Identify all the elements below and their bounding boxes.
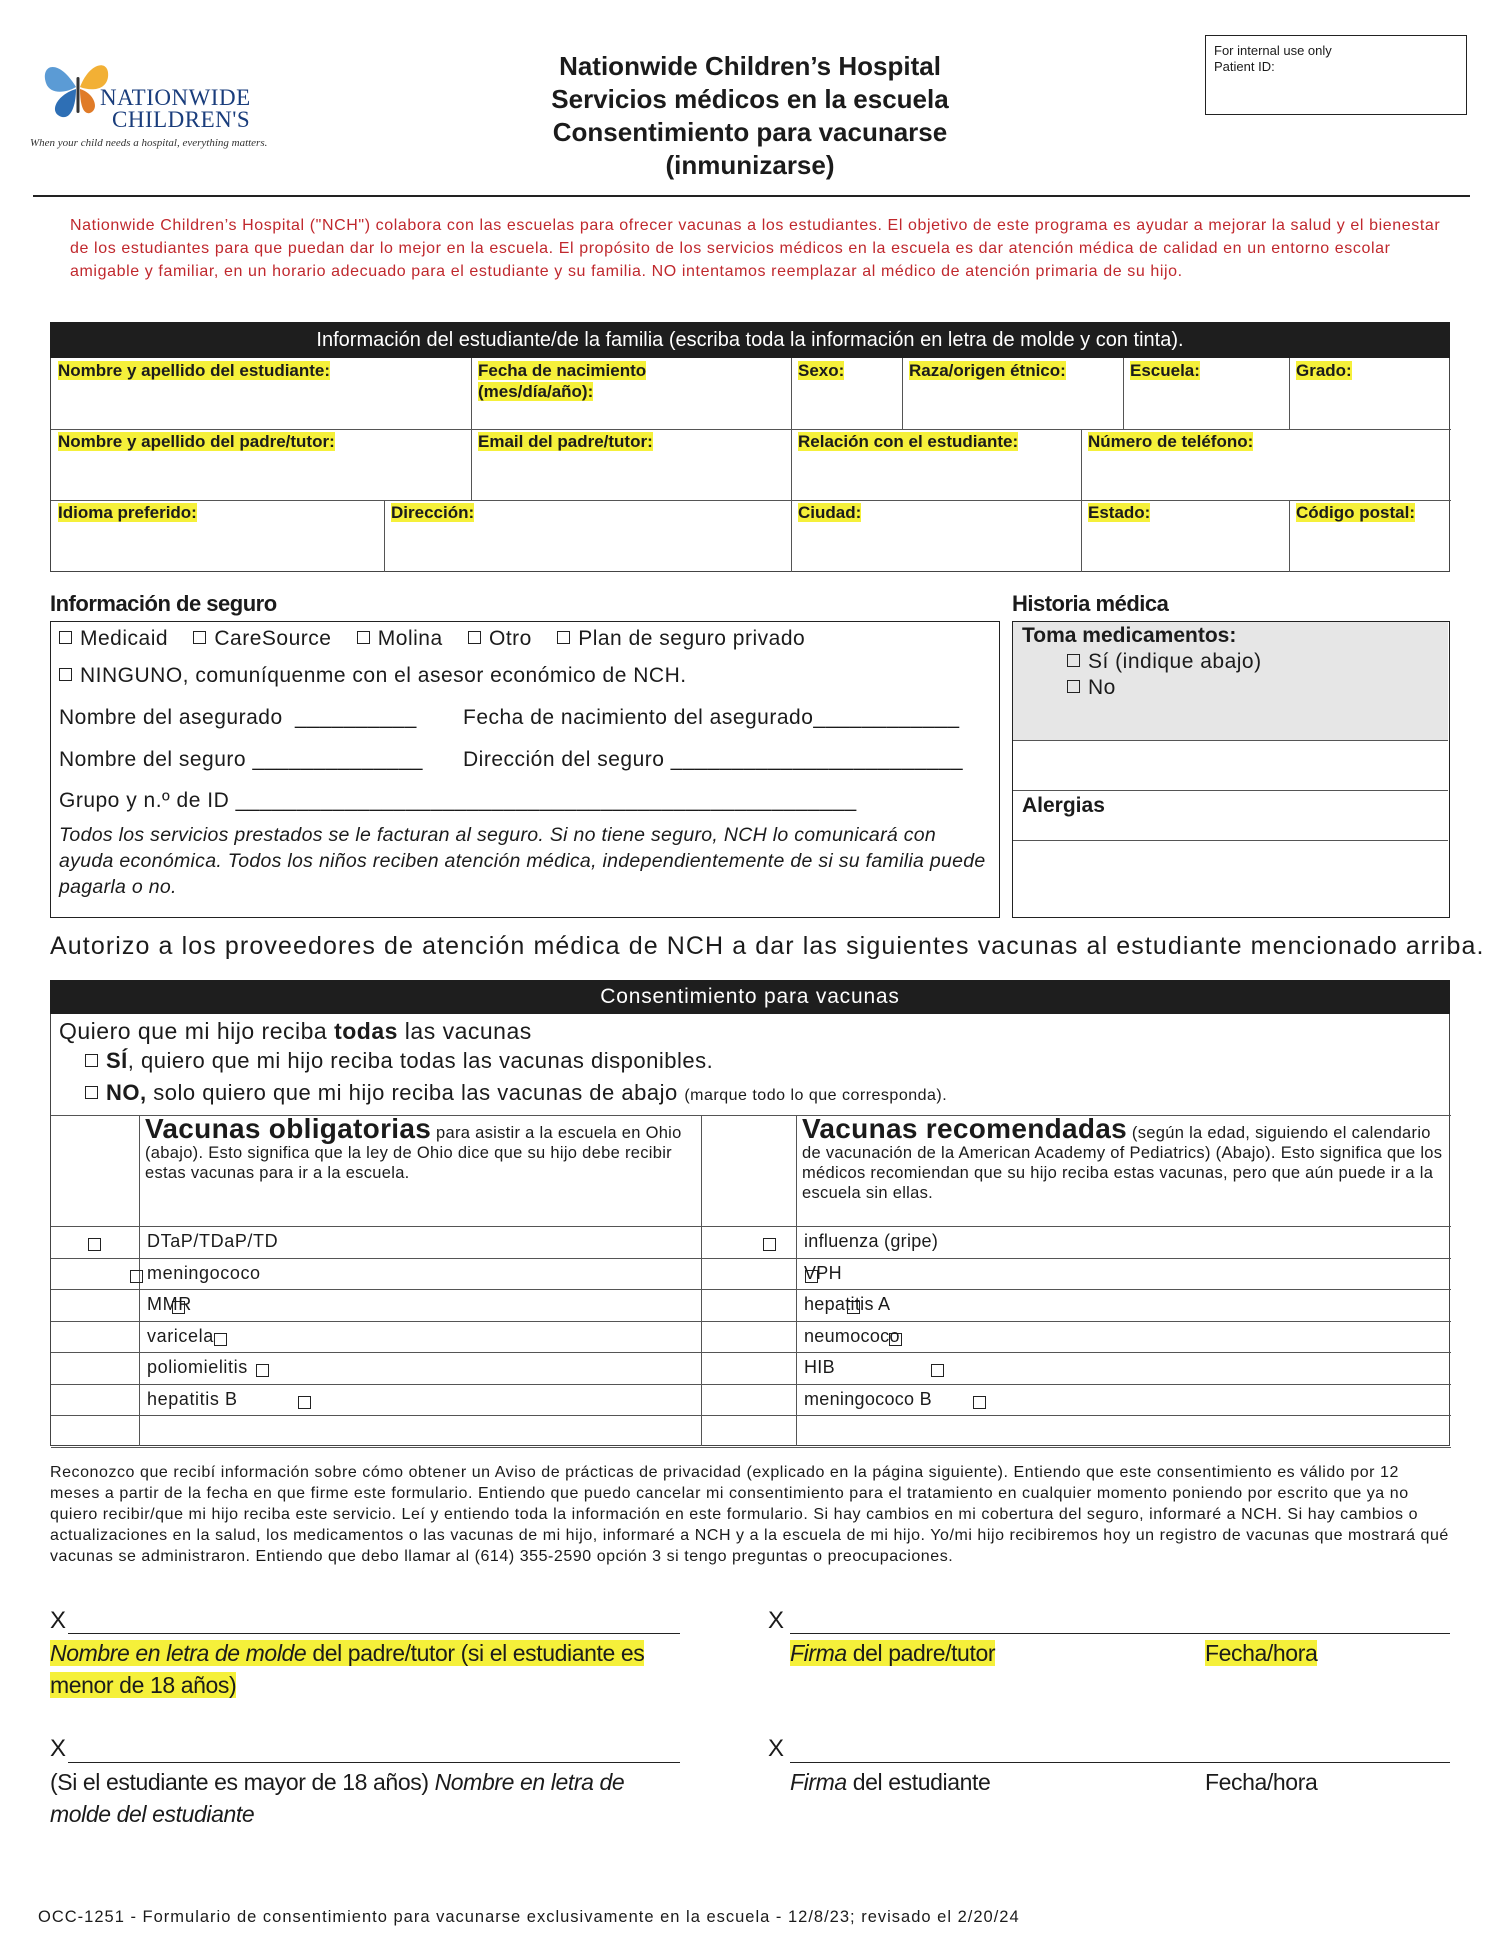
- dob-field[interactable]: Fecha de nacimiento: [478, 361, 647, 380]
- student-sign-line[interactable]: [790, 1762, 1450, 1763]
- parent-print-label: Nombre en letra de molde del padre/tutor (si el estudiante es menor de 18 años): [50, 1640, 645, 1698]
- required-vaccine-checkbox[interactable]: [88, 1238, 101, 1251]
- logo-name-line1: NATIONWIDE: [100, 85, 251, 110]
- header-divider: [33, 195, 1470, 197]
- option-private-plan[interactable]: Plan de seguro privado: [557, 627, 805, 650]
- consent-no-option[interactable]: NO, solo quiero que mi hijo reciba las vacunas de abajo (marque todo lo que corresponda).: [85, 1080, 947, 1106]
- insurance-note: Todos los servicios prestados se le facturan al seguro. Si no tiene seguro, NCH lo comunicará con ayuda económica. Todos los niños reciben atención médica, independientemente de si su familia puede pagarla o no.: [59, 824, 986, 898]
- insurance-heading: Información de seguro: [50, 591, 277, 616]
- required-description: Vacunas obligatorias para asistir a la escuela en Ohio (abajo). Esto significa que la ley de Ohio dice que su hijo debe recibir estas vacunas para ir a la escuela.: [145, 1113, 682, 1182]
- option-medicaid[interactable]: Medicaid: [59, 627, 168, 650]
- student-print-x: X: [50, 1735, 67, 1762]
- insurance-name-input[interactable]: ______________: [252, 748, 423, 771]
- checkbox[interactable]: [357, 631, 370, 644]
- option-otro[interactable]: Otro: [468, 627, 532, 650]
- parent-sign-line[interactable]: [790, 1633, 1450, 1634]
- consent-heading: Consentimiento para vacunas: [50, 980, 1450, 1014]
- page-title: [460, 50, 1040, 182]
- checkbox[interactable]: [59, 668, 72, 681]
- city-field[interactable]: Ciudad:: [798, 503, 862, 522]
- required-vaccine-label: MMR: [147, 1294, 192, 1314]
- required-vaccine-checkbox[interactable]: [298, 1396, 311, 1409]
- group-id-input[interactable]: ___________________________________________________: [235, 789, 857, 812]
- grade-field[interactable]: Grado:: [1296, 361, 1352, 380]
- title-line-3: Consentimiento para vacunarse: [552, 117, 948, 147]
- checkbox[interactable]: [1067, 680, 1080, 693]
- checkbox[interactable]: [193, 631, 206, 644]
- title-line-1: Nationwide Children’s Hospital: [559, 51, 941, 81]
- consent-yes-option[interactable]: SÍ, quiero que mi hijo reciba todas las vacunas disponibles.: [85, 1048, 713, 1074]
- recommended-vaccine-label: meningococo B: [804, 1388, 932, 1409]
- insured-name-label: Nombre del asegurado: [59, 706, 283, 729]
- option-molina[interactable]: Molina: [357, 627, 443, 650]
- recommended-vaccine-label: influenza (gripe): [804, 1231, 939, 1251]
- required-vaccine-label: hepatitis B: [147, 1388, 238, 1409]
- parent-email-field[interactable]: Email del padre/tutor:: [478, 432, 653, 451]
- meds-no-option[interactable]: No: [1067, 676, 1116, 700]
- student-sign-x: X: [768, 1735, 785, 1762]
- logo: [30, 45, 300, 155]
- recommended-description: Vacunas recomendadas (según la edad, siguiendo el calendario de vacunación de la American Academy of Pediatrics) (Abajo). Esto significa que los médicos recomiendan que su hijo reciba estas vacunas, pero que aún puede ir a la escuela sin ellas.: [802, 1113, 1443, 1202]
- student-print-label: (Si el estudiante es mayor de 18 años) Nombre en letra de molde del estudiante: [50, 1769, 625, 1827]
- student-print-line[interactable]: [68, 1762, 680, 1763]
- parent-print-x: X: [50, 1607, 67, 1634]
- takes-medication-label: Toma medicamentos:: [1022, 624, 1237, 647]
- school-field[interactable]: Escuela:: [1130, 361, 1200, 380]
- race-field[interactable]: Raza/origen étnico:: [909, 361, 1066, 380]
- insured-dob-input[interactable]: ____________: [813, 706, 960, 729]
- logo-name-line2: CHILDREN'S: [112, 107, 251, 132]
- want-all-vaccines: Quiero que mi hijo reciba todas las vacunas: [59, 1018, 532, 1044]
- parent-name-field[interactable]: Nombre y apellido del padre/tutor:: [58, 432, 335, 451]
- authorization-statement: Autorizo a los proveedores de atención médica de NCH a dar las siguientes vacunas al estudiante mencionado arriba.: [50, 932, 1485, 960]
- consent-box: [50, 1014, 1450, 1446]
- student-sign-label: Firma del estudiante: [790, 1769, 991, 1795]
- internal-use-label: For internal use only: [1214, 43, 1332, 58]
- required-vaccine-checkbox[interactable]: [214, 1333, 227, 1346]
- student-date-label: Fecha/hora: [1205, 1769, 1318, 1795]
- option-caresource[interactable]: CareSource: [193, 627, 331, 650]
- insurance-address-label: Dirección del seguro: [463, 748, 665, 771]
- medical-history-heading: Historia médica: [1012, 591, 1169, 616]
- recommended-vaccine-label: hepatitis A: [804, 1294, 891, 1314]
- title-line-4: (inmunizarse): [665, 150, 835, 180]
- required-vaccine-checkbox[interactable]: [256, 1364, 269, 1377]
- insurance-name-label: Nombre del seguro: [59, 748, 247, 771]
- student-name-field[interactable]: Nombre y apellido del estudiante:: [58, 361, 331, 380]
- recommended-vaccine-checkbox[interactable]: [931, 1364, 944, 1377]
- checkbox[interactable]: [59, 631, 72, 644]
- checkbox[interactable]: [1067, 654, 1080, 667]
- option-none[interactable]: NINGUNO, comuníquenme con el asesor económico de NCH.: [59, 664, 687, 688]
- recommended-vaccine-checkbox[interactable]: [973, 1396, 986, 1409]
- checkbox[interactable]: [468, 631, 481, 644]
- relationship-field[interactable]: Relación con el estudiante:: [798, 432, 1019, 451]
- title-line-2: Servicios médicos en la escuela: [551, 84, 949, 114]
- recommended-title: Vacunas recomendadas: [802, 1113, 1128, 1144]
- required-vaccine-label: varicela: [147, 1325, 214, 1346]
- student-info-table: [50, 358, 1450, 572]
- logo-tagline: When your child needs a hospital, everything matters.: [30, 137, 268, 149]
- meds-yes-option[interactable]: Sí (indique abajo): [1067, 650, 1262, 674]
- patient-id-label: Patient ID:: [1214, 59, 1275, 74]
- medical-history-box: [1012, 621, 1450, 918]
- language-field[interactable]: Idioma preferido:: [58, 503, 197, 522]
- checkbox[interactable]: [557, 631, 570, 644]
- insurance-address-input[interactable]: ________________________: [670, 748, 964, 771]
- insured-dob-label: Fecha de nacimiento del asegurado: [463, 706, 814, 729]
- footer-form-id: OCC-1251 - Formulario de consentimiento para vacunarse exclusivamente en la escuela - 12/8/23; revisado el 2/20/24: [38, 1908, 1020, 1926]
- internal-use-box: [1205, 35, 1467, 115]
- recommended-vaccine-label: HIB: [804, 1357, 835, 1377]
- checkbox[interactable]: [85, 1054, 98, 1067]
- address-field[interactable]: Dirección:: [391, 503, 475, 522]
- required-vaccine-checkbox[interactable]: [130, 1270, 143, 1283]
- group-id-label: Grupo y n.º de ID: [59, 789, 230, 812]
- required-vaccine-label: poliomielitis: [147, 1357, 248, 1377]
- required-vaccine-label: DTaP/TDaP/TD: [147, 1231, 279, 1251]
- parent-sign-x: X: [768, 1607, 785, 1634]
- recommended-vaccine-checkbox[interactable]: [763, 1238, 776, 1251]
- recommended-vaccine-label: neumococo: [804, 1325, 900, 1346]
- phone-field[interactable]: Número de teléfono:: [1088, 432, 1254, 451]
- student-info-heading: Información del estudiante/de la familia (escriba toda la información en letra de molde y con tinta).: [50, 322, 1450, 358]
- legal-text: Reconozco que recibí información sobre cómo obtener un Aviso de prácticas de privacidad (explicado en la página siguiente). Entiendo que este consentimiento es válido por 12 meses a partir de la fecha en que firme este formulario. Entiendo que puedo cancelar mi consentimiento para el tratamiento en cualquier momento poniendo por escrito que ya no quiero recibir/que mi hijo reciba este servicio. Leí y entiendo toda la información en este formulario. Si hay cambios en mi cobertura del seguro, informaré a NCH. Si hay cambios o actualizaciones en la salud, los medicamentos o las vacunas de mi hijo, informaré a NCH y a la escuela de mi hijo. Yo/mi hijo recibiremos hoy un registro de vacunas que mostrará qué vacunas se administraron. Entiendo que debo llamar al (614) 355-2590 opción 3 si tengo preguntas o preocupaciones.: [50, 1464, 1449, 1565]
- intro-text: Nationwide Children’s Hospital ("NCH") colabora con las escuelas para ofrecer vacunas a los estudiantes. El objetivo de este programa es ayudar a mejorar la salud y el bienestar de los estudiantes para que puedan dar lo mejor en la escuela. El propósito de los servicios médicos en la escuela es dar atención médica de calidad en un entorno escolar amigable y familiar, en un horario adecuado para el estudiante y su familia. NO intentamos reemplazar al médico de atención primaria de su hijo.: [70, 217, 1441, 280]
- required-vaccine-label: meningococo: [147, 1262, 261, 1283]
- insured-name-input[interactable]: __________: [294, 706, 417, 729]
- parent-date-label: Fecha/hora: [1205, 1640, 1318, 1666]
- state-field[interactable]: Estado:: [1088, 503, 1151, 522]
- recommended-vaccine-label: VPH: [804, 1262, 842, 1283]
- allergies-label: Alergias: [1022, 794, 1105, 817]
- dob-format: (mes/día/año):: [478, 382, 594, 401]
- parent-print-line[interactable]: [68, 1633, 680, 1634]
- zip-field[interactable]: Código postal:: [1296, 503, 1415, 522]
- sex-field[interactable]: Sexo:: [798, 361, 845, 380]
- required-title: Vacunas obligatorias: [145, 1113, 432, 1144]
- parent-sign-label: Firma del padre/tutor: [790, 1640, 996, 1666]
- insurance-box: [50, 621, 1000, 918]
- checkbox[interactable]: [85, 1086, 98, 1099]
